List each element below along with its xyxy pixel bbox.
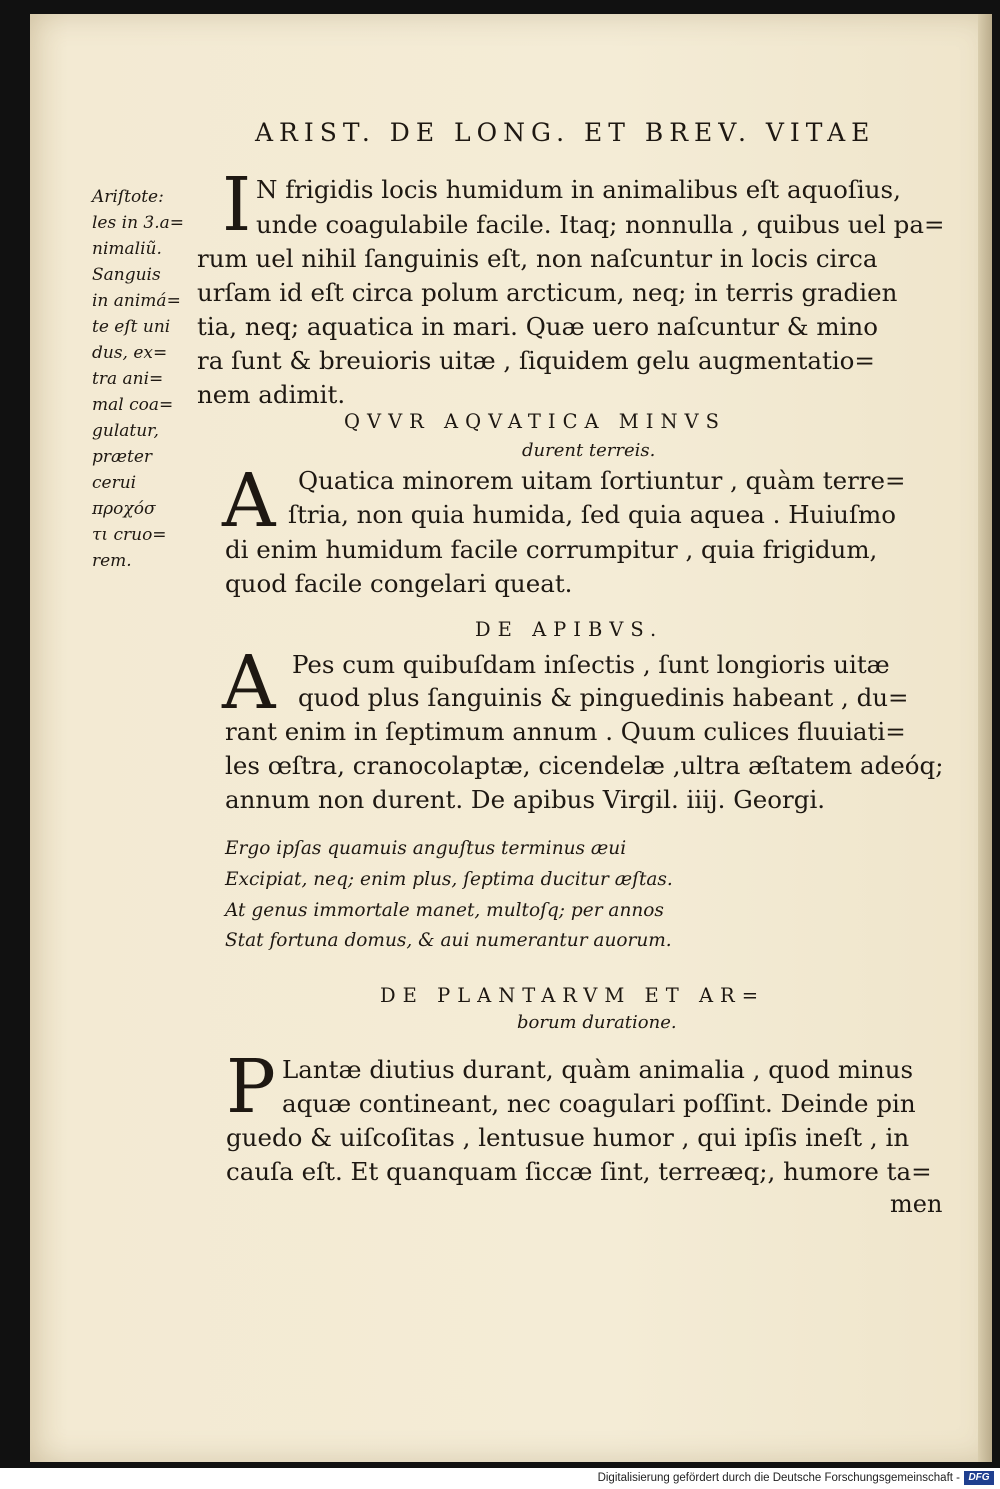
drop-cap-initial: A	[222, 640, 276, 726]
verse-line: Stat fortuna domus, & aui numerantur auorum.	[225, 930, 672, 951]
funding-credit: Digitalisierung gefördert durch die Deutsche Forschungsgemeinschaft -	[597, 1472, 960, 1484]
marginal-note-line: rem.	[92, 551, 132, 571]
section-heading: QVVR AQVATICA MINVS	[344, 410, 726, 433]
section-subheading: borum duratione.	[517, 1012, 677, 1033]
section-heading: DE PLANTARVM ET AR=	[380, 984, 766, 1007]
paragraph-line: guedo & uiſcoſitas , lentusue humor , qui ipſis ineſt , in	[226, 1123, 910, 1152]
dfg-logo[interactable]: DFG	[964, 1471, 994, 1485]
marginal-note-line: les in 3.a=	[92, 213, 185, 233]
marginal-note-line: dus, ex=	[92, 343, 168, 363]
section-subheading: durent terreis.	[522, 440, 656, 461]
marginal-note-line: προχόσ	[92, 499, 156, 519]
paragraph-line: tia, neq; aquatica in mari. Quæ uero naſcuntur & mino	[197, 312, 878, 341]
catchword: men	[890, 1190, 943, 1218]
marginal-note-line: τι cruo=	[92, 525, 167, 545]
marginal-note-line: nimaliũ.	[92, 239, 162, 259]
paragraph-line: aquæ contineant, nec coagulari poſſint. Deinde pin	[282, 1089, 916, 1118]
paragraph-line: unde coagulabile facile. Itaq; nonnulla , quibus uel pa=	[256, 210, 945, 239]
paragraph-line: rant enim in ſeptimum annum . Quum culices fluuiati=	[225, 717, 906, 746]
paragraph-line: N frigidis locis humidum in animalibus eſt aquoſius,	[256, 175, 901, 204]
section-heading: DE APIBVS.	[475, 618, 664, 641]
paragraph-line: quod plus ſanguinis & pinguedinis habeant , du=	[298, 683, 909, 712]
marginal-note-line: cerui	[92, 473, 137, 493]
marginal-note-line: tra ani=	[92, 369, 164, 389]
verse-line: Ergo ipſas quamuis anguſtus terminus æui	[225, 838, 627, 859]
paragraph-line: rum uel nihil ſanguinis eſt, non naſcuntur in locis circa	[197, 244, 878, 273]
verse-line: At genus immortale manet, multoſq; per annos	[225, 900, 664, 921]
drop-cap-initial: A	[222, 458, 276, 544]
paragraph-line: ra ſunt & breuioris uitæ , ſiquidem gelu augmentatio=	[197, 346, 875, 375]
marginal-note-line: præter	[92, 447, 153, 467]
paragraph-line: Pes cum quibuſdam inſectis , ſunt longioris uitæ	[292, 650, 890, 679]
paragraph-line: ſtria, non quia humida, ſed quia aquea . Huiuſmo	[288, 500, 897, 529]
running-head: ARIST. DE LONG. ET BREV. VITAE	[255, 118, 876, 147]
paragraph-line: di enim humidum facile corrumpitur , quia frigidum,	[225, 535, 878, 564]
drop-cap-initial: I	[222, 162, 252, 248]
drop-cap-initial: P	[226, 1044, 276, 1130]
page-edge	[978, 14, 992, 1462]
marginal-note-line: Ariſtote:	[92, 187, 164, 207]
paragraph-line: quod facile congelari queat.	[225, 569, 573, 598]
footer-bar	[0, 1468, 1000, 1489]
paragraph-line: Lantæ diutius durant, quàm animalia , quod minus	[282, 1055, 914, 1084]
verse-line: Excipiat, neq; enim plus, ſeptima ducitur æſtas.	[225, 869, 673, 890]
marginal-note-line: mal coa=	[92, 395, 174, 415]
paragraph-line: urſam id eſt circa polum arcticum, neq; in terris gradien	[197, 278, 898, 307]
paragraph-line: annum non durent. De apibus Virgil. iiij. Georgi.	[225, 785, 826, 814]
marginal-note-line: Sanguis	[92, 265, 161, 285]
paragraph-line: Quatica minorem uitam ſortiuntur , quàm terre=	[298, 466, 906, 495]
marginal-note-line: in animá=	[92, 291, 181, 311]
marginal-note	[92, 184, 192, 574]
marginal-note-line: te eſt uni	[92, 317, 171, 337]
paragraph-line: cauſa eſt. Et quanquam ſiccæ ſint, terreæq;, humore ta=	[226, 1157, 932, 1186]
paragraph-line: nem adimit.	[197, 380, 346, 409]
marginal-note-line: gulatur,	[92, 421, 159, 441]
paragraph-line: les œſtra, cranocolaptæ, cicendelæ ,ultra æſtatem adeóq;	[225, 751, 944, 780]
